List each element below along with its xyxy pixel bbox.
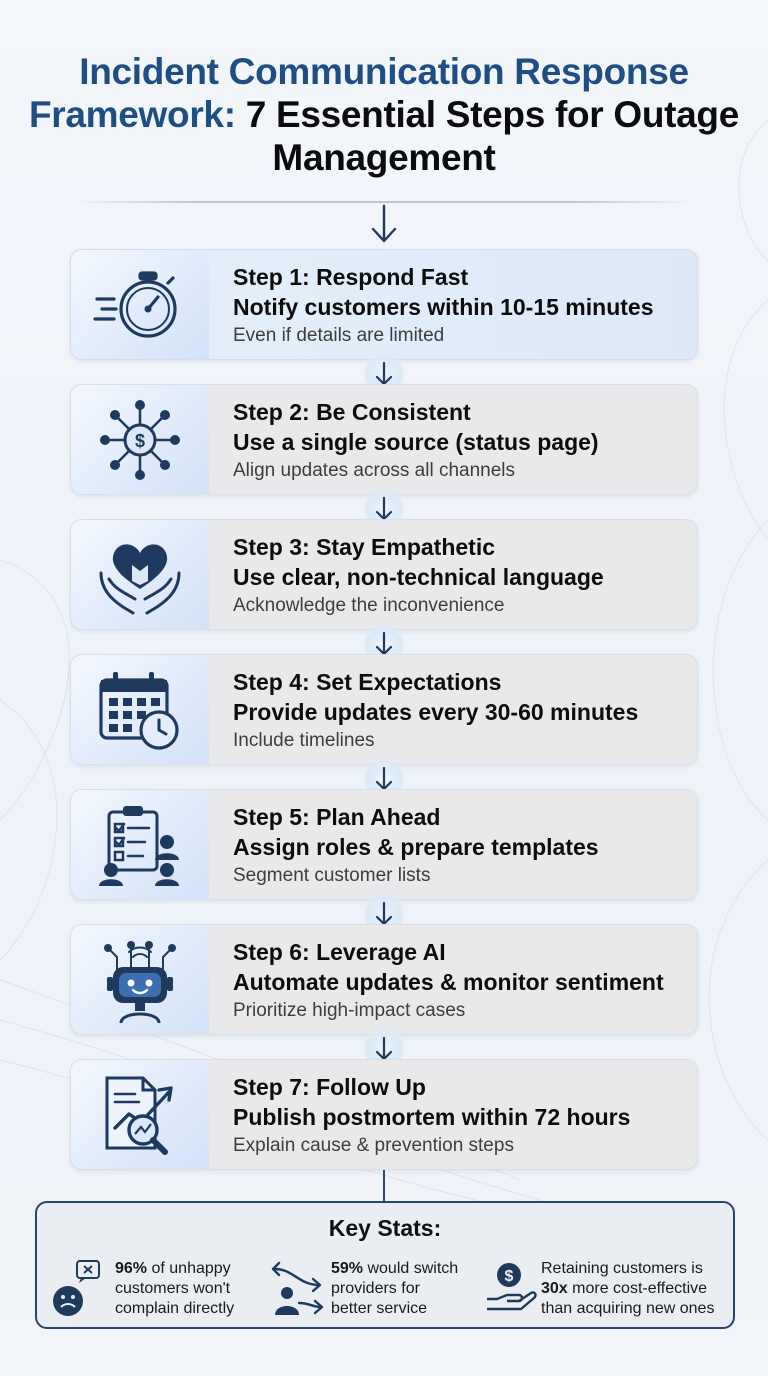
robot-icon xyxy=(71,925,209,1034)
stat-text: better service xyxy=(331,1300,428,1317)
step-description: Prioritize high-impact cases xyxy=(233,1000,466,1021)
step-heading: Step 6: Leverage AI xyxy=(233,939,446,965)
step-heading: Step 4: Set Expectations xyxy=(233,669,502,695)
stat-item-2 xyxy=(269,1259,458,1319)
svg-text:$: $ xyxy=(134,430,146,451)
svg-text:$: $ xyxy=(504,1268,514,1285)
hand-dollar-icon xyxy=(485,1259,537,1319)
stat-text: complain directly xyxy=(115,1300,235,1317)
step-description: Explain cause & prevention steps xyxy=(233,1135,514,1156)
step-card-3 xyxy=(70,519,698,630)
step-heading: Step 2: Be Consistent xyxy=(233,399,471,425)
step-subheading: Automate updates & monitor sentiment xyxy=(233,969,664,995)
title-part-2: 7 Essential Steps for Outage Management xyxy=(245,94,740,178)
stats-connector-line xyxy=(383,1170,385,1202)
clipboard-team-icon xyxy=(71,790,209,899)
title-part-1: Incident Communication Response Framework: xyxy=(28,51,689,135)
step-subheading: Provide updates every 30-60 minutes xyxy=(233,699,639,725)
stat-value: 30x xyxy=(541,1280,568,1297)
step-description: Align updates across all channels xyxy=(233,460,516,481)
step-subheading: Use a single source (status page) xyxy=(233,429,599,455)
step-description: Acknowledge the inconvenience xyxy=(233,595,505,616)
step-heading: Step 1: Respond Fast xyxy=(233,264,469,290)
stat-value: 96% xyxy=(115,1260,148,1277)
stat-item-3 xyxy=(485,1259,714,1319)
stat-text: would switch xyxy=(363,1260,459,1277)
key-stats-title: Key Stats: xyxy=(328,1215,442,1241)
step-card-2 xyxy=(70,384,698,495)
stat-text: than acquiring new ones xyxy=(541,1300,715,1317)
step-subheading: Use clear, non-technical language xyxy=(233,564,604,590)
step-subheading: Notify customers within 10-15 minutes xyxy=(233,294,654,320)
step-heading: Step 3: Stay Empathetic xyxy=(233,534,496,560)
stat-text: more cost-effective xyxy=(567,1280,708,1297)
step-heading: Step 7: Follow Up xyxy=(233,1074,426,1100)
unhappy-face-icon xyxy=(51,1259,107,1319)
stat-text: customers won't xyxy=(115,1280,231,1297)
step-description: Include timelines xyxy=(233,730,375,751)
calendar-clock-icon xyxy=(71,655,209,764)
stopwatch-icon xyxy=(71,250,209,359)
stat-value: 59% xyxy=(331,1260,364,1277)
step-card-5 xyxy=(70,789,698,900)
step-card-7 xyxy=(70,1059,698,1170)
step-card-1 xyxy=(70,249,698,360)
title-divider xyxy=(74,201,694,203)
key-stats-panel xyxy=(35,1201,735,1329)
heart-hands-icon xyxy=(71,520,209,629)
step-card-6 xyxy=(70,924,698,1035)
step-subheading: Assign roles & prepare templates xyxy=(233,834,599,860)
page-title xyxy=(24,50,744,179)
stat-item-1 xyxy=(51,1259,234,1319)
stat-text: providers for xyxy=(331,1280,420,1297)
stat-text: of unhappy xyxy=(147,1260,231,1277)
step-description: Segment customer lists xyxy=(233,865,431,886)
step-description: Even if details are limited xyxy=(233,325,445,346)
switch-arrows-icon xyxy=(269,1259,327,1319)
report-magnifier-icon xyxy=(71,1060,209,1169)
stat-text: Retaining customers is xyxy=(541,1260,703,1277)
down-arrow-icon xyxy=(364,204,404,244)
step-card-4 xyxy=(70,654,698,765)
step-heading: Step 5: Plan Ahead xyxy=(233,804,441,830)
step-subheading: Publish postmortem within 72 hours xyxy=(233,1104,631,1130)
hub-network-icon xyxy=(71,385,209,494)
